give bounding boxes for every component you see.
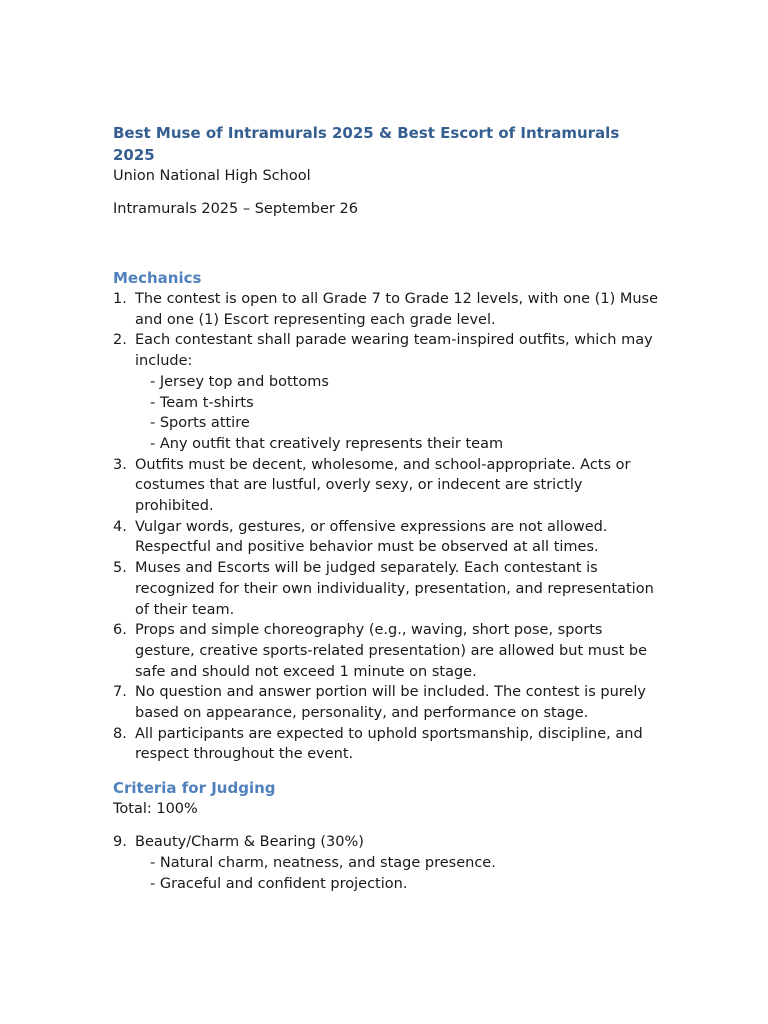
- item-number: 9.: [113, 834, 127, 851]
- list-item: [113, 558, 658, 620]
- event-date: Intramurals 2025 – September 26: [113, 201, 358, 217]
- list-item: [113, 289, 658, 330]
- item-text: The contest is open to all Grade 7 to Grade 12 levels, with one (1) Muse and one (1) Escort representing each grade level.: [135, 291, 659, 328]
- item-text: Vulgar words, gestures, or offensive expressions are not allowed. Respectful and positive behavior must be observed at all times.: [135, 518, 608, 556]
- school-name: Union National High School: [113, 168, 311, 184]
- document-title: Best Muse of Intramurals 2025 & Best Escort of Intramurals 2025: [113, 124, 620, 164]
- item-number: 8.: [113, 725, 127, 742]
- list-item: [113, 455, 658, 517]
- item-text: No question and answer portion will be included. The contest is purely based on appearance, personality, and performance on stage.: [135, 684, 646, 722]
- item-body: [135, 832, 658, 894]
- list-item: [113, 724, 658, 765]
- item-number: 5.: [113, 560, 127, 577]
- item-text: Each contestant shall parade wearing team-inspired outfits, which may include:: [135, 332, 653, 370]
- criteria-heading: Criteria for Judging: [113, 779, 276, 798]
- sub-item: - Any outfit that creatively represents their team: [150, 435, 504, 452]
- sub-item: - Jersey top and bottoms: [150, 373, 329, 390]
- sub-item: - Team t-shirts: [150, 394, 254, 411]
- criteria-list: [113, 832, 658, 894]
- item-text: Beauty/Charm & Bearing (30%): [135, 834, 364, 851]
- item-number: 2.: [113, 332, 127, 349]
- item-number: 4.: [113, 518, 127, 535]
- list-item: [113, 832, 658, 894]
- criteria-total: Total: 100%: [113, 801, 198, 818]
- item-number: 7.: [113, 684, 127, 701]
- list-item: [113, 682, 658, 723]
- item-text: All participants are expected to uphold sportsmanship, discipline, and respect throughout the event.: [135, 725, 643, 763]
- item-number: 1.: [113, 291, 127, 307]
- sub-item: - Sports attire: [150, 415, 250, 432]
- document-page: [113, 122, 658, 894]
- list-item: [113, 517, 658, 558]
- sub-item: - Natural charm, neatness, and stage presence.: [150, 854, 496, 871]
- list-item: [113, 620, 658, 682]
- sub-item: - Graceful and confident projection.: [150, 875, 408, 892]
- item-number: 3.: [113, 456, 127, 473]
- item-number: 6.: [113, 622, 127, 639]
- item-text: Outfits must be decent, wholesome, and school-appropriate. Acts or costumes that are lustful, overly sexy, or indecent are strictly prohibited.: [135, 456, 631, 515]
- mechanics-list: [113, 289, 658, 765]
- mechanics-heading: Mechanics: [113, 269, 202, 287]
- list-item: [113, 330, 658, 454]
- item-body: [135, 330, 658, 454]
- item-text: Muses and Escorts will be judged separately. Each contestant is recognized for their own individuality, presentation, and representation of their team.: [135, 560, 654, 618]
- item-text: Props and simple choreography (e.g., waving, short pose, sports gesture, creative sports-related presentation) are allowed but must be safe and should not exceed 1 minute on stage.: [135, 622, 648, 680]
